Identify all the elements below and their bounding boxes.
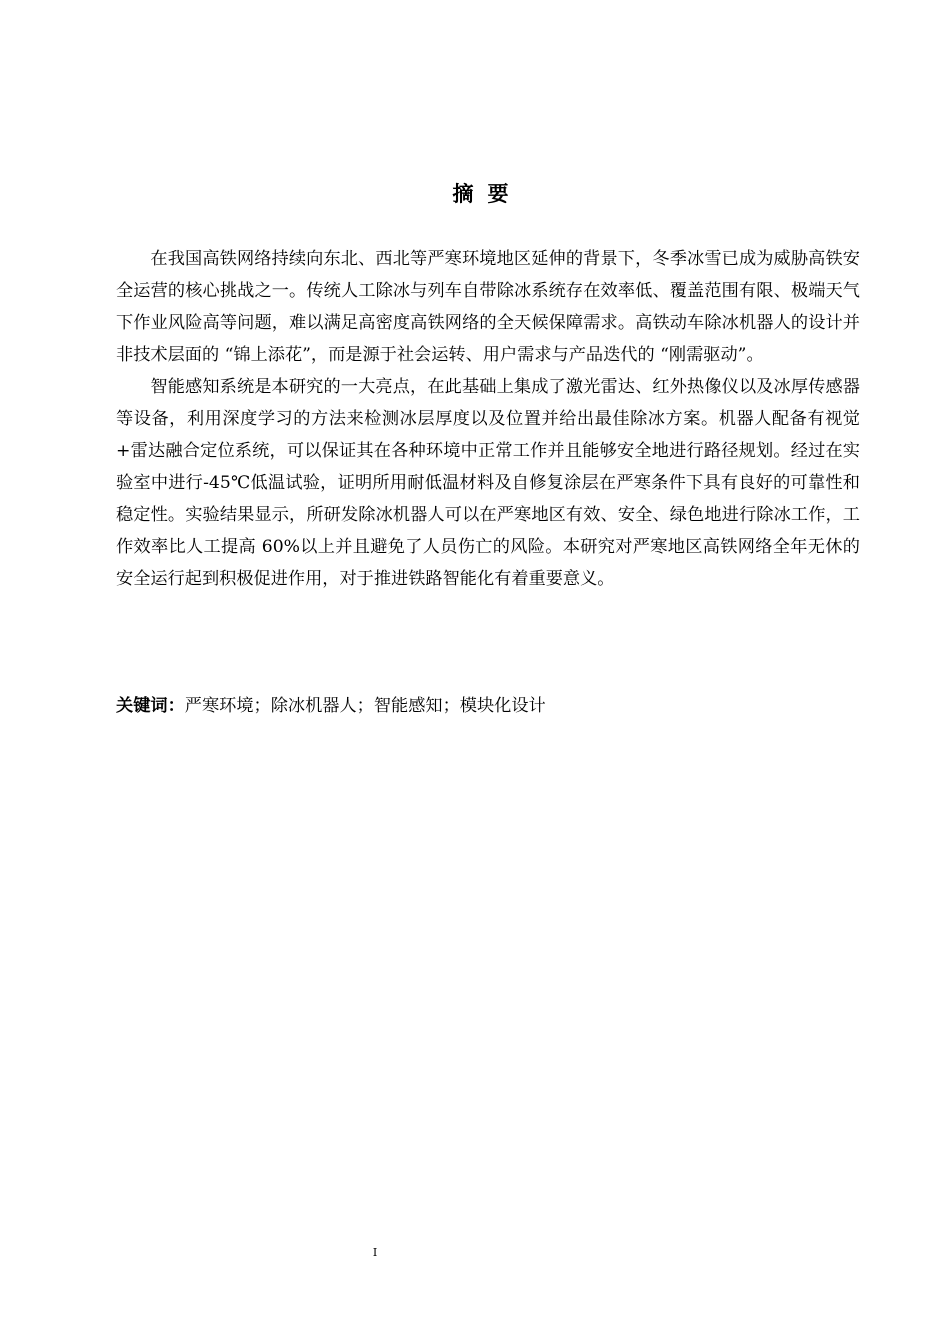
keywords-line xyxy=(116,690,860,722)
abstract-body xyxy=(116,243,860,595)
abstract-paragraph-2: 智能感知系统是本研究的一大亮点，在此基础上集成了激光雷达、红外热像仪以及冰厚传感器等设备，利用深度学习的方法来检测冰层厚度以及位置并给出最佳除冰方案。机器人配备有视觉+雷达融合定位系统，可以保证其在各种环境中正常工作并且能够安全地进行路径规划。经过在实验室中进行-45℃低温试验，证明所用耐低温材料及自修复涂层在严寒条件下具有良好的可靠性和稳定性。实验结果显示，所研发除冰机器人可以在严寒地区有效、安全、绿色地进行除冰工作，工作效率比人工提高 60%以上并且避免了人员伤亡的风险。本研究对严寒地区高铁网络全年无休的安全运行起到积极促进作用，对于推进铁路智能化有着重要意义。 xyxy=(116,377,860,589)
page-title: 摘要 xyxy=(452,182,523,206)
keywords-list: 严寒环境；除冰机器人；智能感知；模块化设计 xyxy=(184,696,546,716)
page-number: I xyxy=(372,1246,378,1259)
keywords-label: 关键词： xyxy=(116,696,185,716)
abstract-paragraph-1: 在我国高铁网络持续向东北、西北等严寒环境地区延伸的背景下，冬季冰雪已成为威胁高铁安全运营的核心挑战之一。传统人工除冰与列车自带除冰系统存在效率低、覆盖范围有限、极端天气下作业风险高等问题，难以满足高密度高铁网络的全天候保障需求。高铁动车除冰机器人的设计并非技术层面的 “锦上添花”，而是源于社会运转、用户需求与产品迭代的 “刚需驱动”。 xyxy=(116,249,860,365)
